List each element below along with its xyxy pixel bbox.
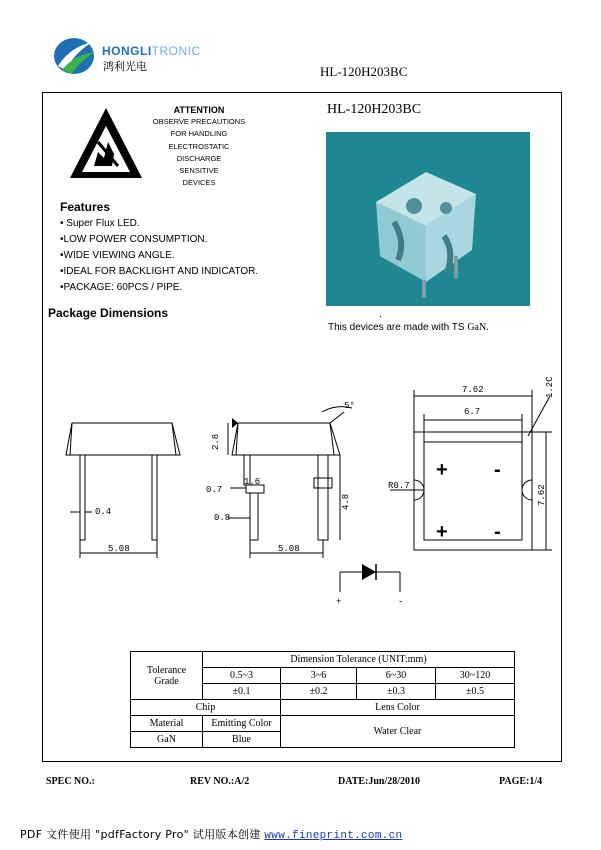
side-view-body: [232, 423, 340, 455]
watermark-link[interactable]: www.fineprint.com.cn: [264, 830, 403, 842]
attention-title: ATTENTION: [173, 105, 225, 115]
lens-color-header: Lens Color: [281, 700, 515, 716]
header-part-number: HL-120H203BC: [320, 64, 408, 79]
revision-number: REV NO.:A/2: [190, 776, 250, 787]
diode-plus-label: +: [336, 597, 342, 607]
tolerance-value-cell: ±0.1: [203, 684, 281, 700]
feature-item: •IDEAL FOR BACKLIGHT AND INDICATOR.: [60, 266, 259, 277]
tolerance-value-cell: ±0.5: [436, 684, 515, 700]
emitting-color-value: Blue: [203, 732, 281, 748]
attention-line: DISCHARGE: [176, 153, 222, 163]
feature-item: •LOW POWER CONSUMPTION.: [60, 234, 208, 245]
feature-item: •PACKAGE: 60PCS / PIPE.: [60, 282, 183, 293]
range-cell: 30~120: [436, 668, 515, 684]
lens-color-value: Water Clear: [281, 716, 515, 748]
top-view-outline: [414, 432, 532, 550]
diode-minus-label: -: [398, 597, 404, 607]
dim-side-16: 1.6: [244, 477, 261, 487]
tolerance-grade-cell: Tolerance Grade: [131, 652, 203, 700]
package-dimensions-title: Package Dimensions: [48, 306, 169, 320]
tolerance-value-cell: ±0.2: [281, 684, 357, 700]
range-cell: 6~30: [357, 668, 436, 684]
dim-width-inner: 6.7: [464, 407, 481, 417]
material-label: Material: [131, 716, 203, 732]
dim-chamfer: 1.2C: [545, 376, 555, 398]
attention-line: DEVICES: [182, 178, 216, 188]
document-date: DATE:Jun/28/2010: [338, 776, 421, 787]
dim-side-08: 0.8: [214, 513, 231, 523]
polarity-minus-bottom: -: [494, 521, 501, 543]
pdf-watermark: PDF 文件使用 "pdfFactory Pro" 试用版本创建 www.fineprint.com.cn: [20, 828, 403, 842]
dim-lead-width: 0.4: [95, 507, 112, 517]
dim-angle: 5°: [344, 401, 355, 411]
dim-height: 2.8: [211, 433, 221, 450]
polarity-plus-bottom: +: [436, 521, 448, 543]
attention-line: ELECTROSTATIC: [168, 141, 230, 151]
dim-pitch-side: 5.08: [278, 544, 300, 554]
dim-side-48: 4.8: [341, 493, 351, 510]
dim-tolerance-header: Dimension Tolerance (UNIT:mm): [203, 652, 515, 668]
side-view-lead-right: [318, 455, 328, 540]
tolerance-value-cell: ±0.3: [357, 684, 436, 700]
brand-name-cn: 鸿利光电: [103, 61, 147, 73]
attention-line: OBSERVE PRECAUTIONS: [152, 117, 246, 127]
spec-number: SPEC NO.:: [46, 776, 95, 787]
polarity-plus-top: +: [436, 459, 448, 481]
features-title: Features: [60, 200, 111, 214]
front-view-body: [66, 423, 180, 455]
dim-side-07: 0.7: [206, 485, 223, 495]
emitting-color-label: Emitting Color: [203, 716, 281, 732]
dim-width-top: 7.62: [462, 385, 484, 395]
photo-caption: This devices are made with TS GaN.: [328, 322, 489, 333]
dim-height-right: 7.62: [537, 484, 547, 506]
dim-pitch-front: 5.08: [108, 544, 130, 554]
material-value: GaN: [131, 732, 203, 748]
feature-item: • Super Flux LED.: [60, 218, 140, 229]
front-view-lead-left: [80, 455, 85, 540]
attention-line: FOR HANDLING: [170, 129, 228, 139]
dim-radius: R0.7: [388, 481, 410, 491]
product-part-number: HL-120H203BC: [327, 102, 422, 117]
feature-item: •WIDE VIEWING ANGLE.: [60, 250, 175, 261]
tolerance-table: [130, 651, 515, 748]
caption-dot: .: [379, 309, 382, 320]
range-cell: 3~6: [281, 668, 357, 684]
polarity-minus-top: -: [494, 459, 501, 481]
attention-line: SENSITIVE: [179, 166, 219, 176]
front-view-lead-right: [152, 455, 157, 540]
range-cell: 0.5~3: [203, 668, 281, 684]
chip-header: Chip: [131, 700, 281, 716]
diode-symbol: [362, 564, 376, 580]
brand-name: HONGLITRONIC: [102, 44, 201, 58]
page-number: PAGE:1/4: [499, 776, 543, 787]
